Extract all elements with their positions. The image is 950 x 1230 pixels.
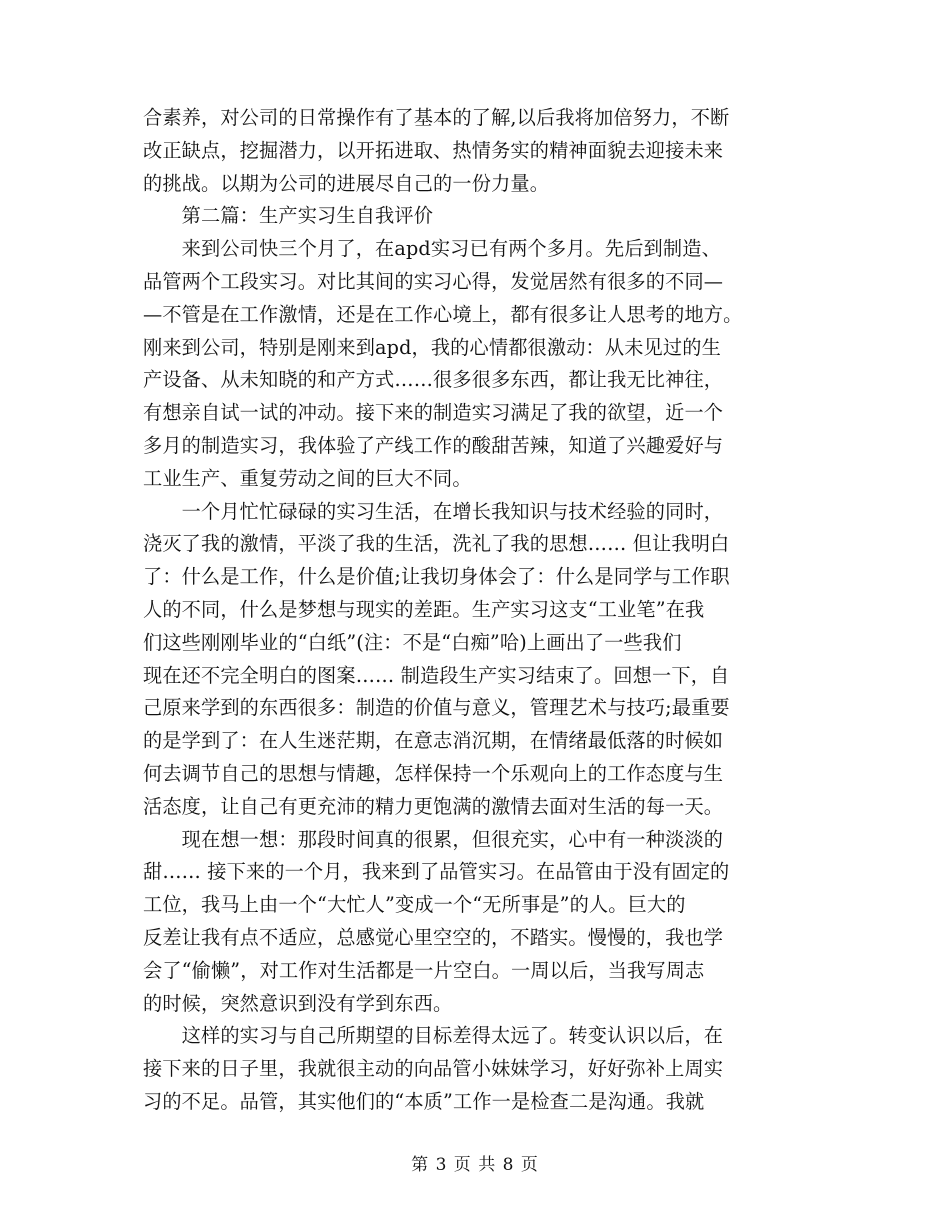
text-line: 活态度，让自己有更充沛的精力更饱满的激情去面对生活的每一天。 <box>143 794 724 818</box>
text-line: —不管是在工作激情，还是在工作心境上，都有很多让人思考的地方。 <box>143 302 743 326</box>
text-line: 的时候，突然意识到没有学到东西。 <box>143 991 453 1015</box>
section-heading: 第二篇：生产实习生自我评价 <box>143 204 434 228</box>
text-line: 反差让我有点不适应，总感觉心里空空的，不踏实。慢慢的，我也学 <box>143 925 724 949</box>
text-line: 来到公司快三个月了，在apd实习已有两个多月。先后到制造、 <box>143 237 721 261</box>
text-line: 工位，我马上由一个“大忙人”变成一个“无所事是”的人。巨大的 <box>143 893 686 917</box>
text-line: 们这些刚刚毕业的“白纸”(注：不是“白痴”哈)上画出了一些我们 <box>143 630 682 654</box>
text-line: 合素养，对公司的日常操作有了基本的了解,以后我将加倍努力，不断 <box>143 106 730 129</box>
text-line: 己原来学到的东西很多：制造的价值与意义，管理艺术与技巧;最重要 <box>143 696 730 720</box>
text-line: 工业生产、重复劳动之间的巨大不同。 <box>143 466 472 490</box>
text-line: 了：什么是工作，什么是价值;让我切身体会了：什么是同学与工作职 <box>143 565 730 589</box>
text-line: 浇灭了我的激情，平淡了我的生活，洗礼了我的思想…… 但让我明白 <box>143 532 730 556</box>
text-line: 一个月忙忙碌碌的实习生活，在增长我知识与技术经验的同时， <box>143 499 724 523</box>
text-line: 这样的实习与自己所期望的目标差得太远了。转变认识以后，在 <box>143 1024 724 1048</box>
text-line: 现在想一想：那段时间真的很累，但很充实，心中有一种淡淡的 <box>143 827 724 851</box>
text-line: 多月的制造实习，我体验了产线工作的酸甜苦辣，知道了兴趣爱好与 <box>143 433 724 457</box>
text-line: 产设备、从未知晓的和产方式……很多很多东西，都让我无比神往， <box>143 368 724 392</box>
page-number-footer: 第 3 页 共 8 页 <box>411 1155 539 1175</box>
text-line: 有想亲自试一试的冲动。接下来的制造实习满足了我的欲望，近一个 <box>143 401 724 425</box>
text-line: 刚来到公司，特别是刚来到apd，我的心情都很激动：从未见过的生 <box>143 335 721 359</box>
text-line: 品管两个工段实习。对比其间的实习心得，发觉居然有很多的不同— <box>143 269 724 293</box>
text-line: 的是学到了：在人生迷茫期，在意志消沉期，在情绪最低落的时候如 <box>143 729 724 753</box>
text-line: 何去调节自己的思想与情趣，怎样保持一个乐观向上的工作态度与生 <box>143 761 724 785</box>
text-line: 接下来的日子里，我就很主动的向品管小妹妹学习，好好弥补上周实 <box>143 1057 724 1081</box>
text-line: 改正缺点，挖掘潜力，以开拓进取、热情务实的精神面貌去迎接未来 <box>143 138 724 162</box>
text-line: 习的不足。品管，其实他们的“本质”工作一是检查二是沟通。我就 <box>143 1089 705 1113</box>
text-line: 甜…… 接下来的一个月，我来到了品管实习。在品管由于没有固定的 <box>143 860 730 884</box>
text-line: 会了“偷懒”，对工作对生活都是一片空白。一周以后，当我写周志 <box>143 958 705 982</box>
text-line: 的挑战。以期为公司的进展尽自己的一份力量。 <box>143 171 550 195</box>
document-body <box>143 102 808 1119</box>
text-line: 人的不同，什么是梦想与现实的差距。生产实习这支“工业笔”在我 <box>143 597 705 621</box>
text-line: 现在还不完全明白的图案…… 制造段生产实习结束了。回想一下，自 <box>143 663 730 687</box>
